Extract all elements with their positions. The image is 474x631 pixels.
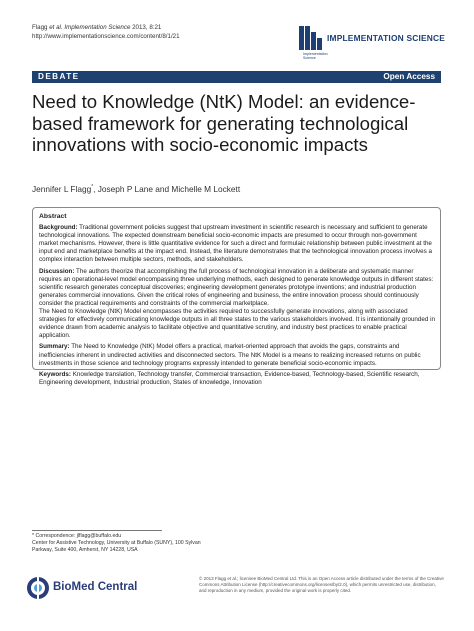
article-url[interactable]: http://www.implementationscience.com/content/8/1/21	[32, 32, 180, 40]
article-title: Need to Knowledge (NtK) Model: an evidence-based framework for generating technological innovations with socio-economic impacts	[32, 91, 416, 155]
biomed-central-logo-icon	[26, 576, 50, 600]
abstract-discussion-continued: The Need to Knowledge (NtK) Model encompasses the activities required to successfully generate innovations, along with associated strategies for effectively communicating knowledge outputs in all three states to the various stakeholders involved. It is intentionally grounded in evidence drawn from academic analysis to facilitate objective and quantitative scrutiny, and industry best practices to enable practical application.	[39, 308, 435, 340]
article-type-label: DEBATE	[38, 72, 80, 81]
publisher-name: BioMed Central	[53, 581, 138, 593]
running-header	[32, 24, 180, 41]
journal-logo	[299, 26, 449, 60]
corresponding-mark: *	[91, 184, 94, 191]
abstract-summary: Summary: The Need to Knowledge (NtK) Model offers a practical, market-oriented approach that avoids the gaps, constraints and inefficiencies inherent in undirected activities and disconnected sectors. The NtK Model is a means to realizing increased returns on public investments in those science and technology programs expressly intended to generate beneficial socio-economic impacts.	[39, 343, 421, 367]
abstract-box	[32, 207, 441, 386]
abstract-heading: Abstract	[39, 213, 67, 220]
correspondence-footnote	[32, 533, 222, 555]
correspondence-email[interactable]: * Correspondence: jlflagg@buffalo.edu	[32, 533, 122, 539]
affiliation-line-1: Center for Assistive Technology, University at Buffalo (SUNY), 100 Sylvan	[32, 540, 201, 547]
publisher-logo	[26, 576, 136, 602]
open-access-label: Open Access	[383, 72, 435, 81]
abstract-background: Background: Traditional government policies suggest that upstream investment in scientific research is necessary and sufficient to generate technological innovations. The expected downstream beneficial socio-economic impacts are presumed to occur through non-government market mechanisms. However, there is little quantitative evidence for such a direct and formulaic relationship between public investment at the input end and marketplace benefits at the impact end. Instead, the literature demonstrates that the technological innovation process involves a complex interaction between multiple sectors, methods, and stakeholders.	[39, 224, 432, 264]
author-corresponding[interactable]: Jennifer L Flagg	[32, 184, 92, 194]
abstract-keywords: Keywords: Knowledge translation, Technology transfer, Commercial transaction, Evidence-based, Technology-based, Scientific research, Engineering development, Industrial production, States of knowledge, Innovation	[39, 370, 420, 386]
author-list	[32, 184, 240, 194]
license-statement: © 2013 Flagg et al.; licensee BioMed Central Ltd. This is an Open Access article distributed under the terms of the Creative Commons Attribution License (http://creativecommons.org/licenses/by/2.0), which permits unrestricted use, distribution, and reproduction in any medium, provided the original work is properly cited.	[199, 576, 444, 594]
footnote-divider	[32, 530, 162, 531]
article-type-bar	[32, 71, 441, 83]
affiliation-line-2: Parkway, Suite 400, Amherst, NY 14228, USA	[32, 547, 138, 554]
journal-logo-title: IMPLEMENTATION SCIENCE	[327, 33, 446, 43]
journal-logo-subtitle: Implementation Science	[303, 52, 328, 60]
citation-line: Flagg et al. Implementation Science 2013, 8:21	[32, 24, 162, 31]
journal-logo-icon	[299, 26, 323, 52]
abstract-discussion: Discussion: The authors theorize that accomplishing the full process of technological innovation in a deliberate and systematic manner requires an operational-level model encompassing three underlying methods, each designed to generate knowledge outputs in different states: scientific research generates conceptual discoveries; engineering development generates prototype inventions; and industrial production generates commercial innovations. Given the critical roles of engineering and business, the entire innovation process should continuously consider the practical requirements and constraints of the commercial marketplace.	[39, 267, 434, 307]
author-others: , Joseph P Lane and Michelle M Lockett	[93, 184, 241, 194]
